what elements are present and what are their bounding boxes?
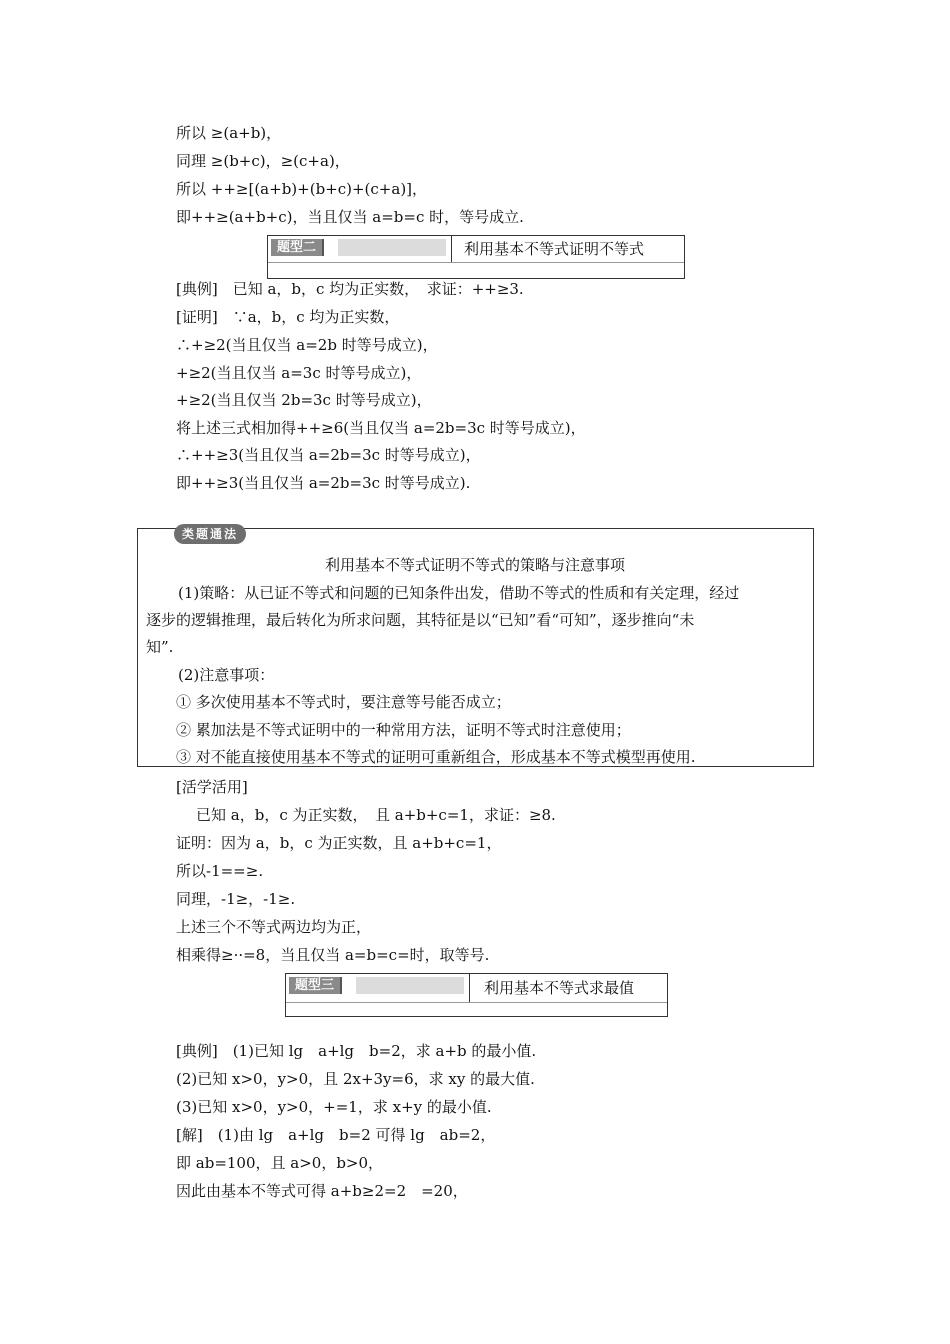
section-rule — [286, 1002, 667, 1003]
text-line: 将上述三式相加得++≥6(当且仅当 a=2b=3c 时等号成立)， — [176, 419, 586, 437]
text-line: 同理，-1≥，-1≥. — [176, 890, 296, 908]
text-line: ① 多次使用基本不等式时，要注意等号能否成立； — [176, 693, 511, 711]
text-line: 即 ab=100，且 a>0，b>0， — [176, 1154, 384, 1172]
text-line: (3)已知 x>0，y>0，+=1，求 x+y 的最小值. — [176, 1098, 492, 1116]
section-rule — [268, 262, 684, 263]
text-line: ② 累加法是不等式证明中的一种常用方法，证明不等式时注意使用； — [176, 721, 631, 739]
section-divider — [451, 236, 452, 262]
text-line: 因此由基本不等式可得 a+b≥2=2 =20， — [176, 1182, 468, 1200]
method-badge: 类题通法 — [174, 524, 246, 544]
text-line: (1)策略：从已证不等式和问题的已知条件出发，借助不等式的性质和有关定理，经过 — [178, 584, 740, 602]
text-line: [解] (1)由 lg a+lg b=2 可得 lg ab=2， — [176, 1126, 496, 1144]
text-line: 逐步的逻辑推理，最后转化为所求问题，其特征是以“已知”看“可知”，逐步推向“未 — [146, 611, 695, 629]
text-line: 同理 ≥(b+c)，≥(c+a)， — [176, 152, 350, 170]
text-line: ∴++≥3(当且仅当 a=2b=3c 时等号成立)， — [176, 446, 481, 464]
text-line: (2)注意事项： — [178, 666, 275, 684]
section-title: 利用基本不等式求最值 — [484, 979, 635, 997]
section-tag: 题型二 — [271, 239, 324, 256]
section-divider — [469, 974, 470, 1002]
section-tag-trail — [356, 977, 464, 994]
text-line: +≥2(当且仅当 a=3c 时等号成立)， — [176, 364, 422, 382]
text-line: 上述三个不等式两边均为正， — [176, 918, 372, 936]
text-line: [典例] (1)已知 lg a+lg b=2，求 a+b 的最小值. — [176, 1042, 537, 1060]
text-line: ∴+≥2(当且仅当 a=2b 时等号成立)， — [176, 336, 438, 354]
section-header-2 — [267, 235, 685, 279]
text-line: [证明] ∵a，b，c 均为正实数， — [176, 308, 400, 326]
section-title: 利用基本不等式证明不等式 — [464, 240, 645, 258]
text-line: [典例] 已知 a，b，c 均为正实数， 求证：++≥3. — [176, 280, 524, 298]
text-line: 即++≥(a+b+c)，当且仅当 a=b=c 时，等号成立. — [176, 208, 524, 226]
text-line: 所以 ≥(a+b)， — [176, 124, 282, 142]
practice-heading: [活学活用] — [176, 778, 248, 796]
text-line: 知”. — [146, 638, 174, 656]
text-line: 所以-1==≥. — [176, 862, 264, 880]
text-line: ③ 对不能直接使用基本不等式的证明可重新组合，形成基本不等式模型再使用. — [176, 748, 696, 766]
text-line: (2)已知 x>0，y>0，且 2x+3y=6，求 xy 的最大值. — [176, 1070, 535, 1088]
method-title: 利用基本不等式证明不等式的策略与注意事项 — [324, 556, 625, 574]
text-line: 已知 a，b，c 为正实数， 且 a+b+c=1，求证：≥8. — [196, 806, 556, 824]
text-line: +≥2(当且仅当 2b=3c 时等号成立)， — [176, 391, 432, 409]
text-line: 相乘得≥··=8，当且仅当 a=b=c=时，取等号. — [176, 946, 490, 964]
section-tag-trail — [338, 239, 446, 256]
section-tag: 题型三 — [289, 977, 342, 994]
text-line: 即++≥3(当且仅当 a=2b=3c 时等号成立). — [176, 474, 471, 492]
section-header-3 — [285, 973, 668, 1017]
text-line: 证明：因为 a，b，c 为正实数，且 a+b+c=1， — [176, 834, 502, 852]
text-line: 所以 ++≥[(a+b)+(b+c)+(c+a)]， — [176, 180, 428, 198]
